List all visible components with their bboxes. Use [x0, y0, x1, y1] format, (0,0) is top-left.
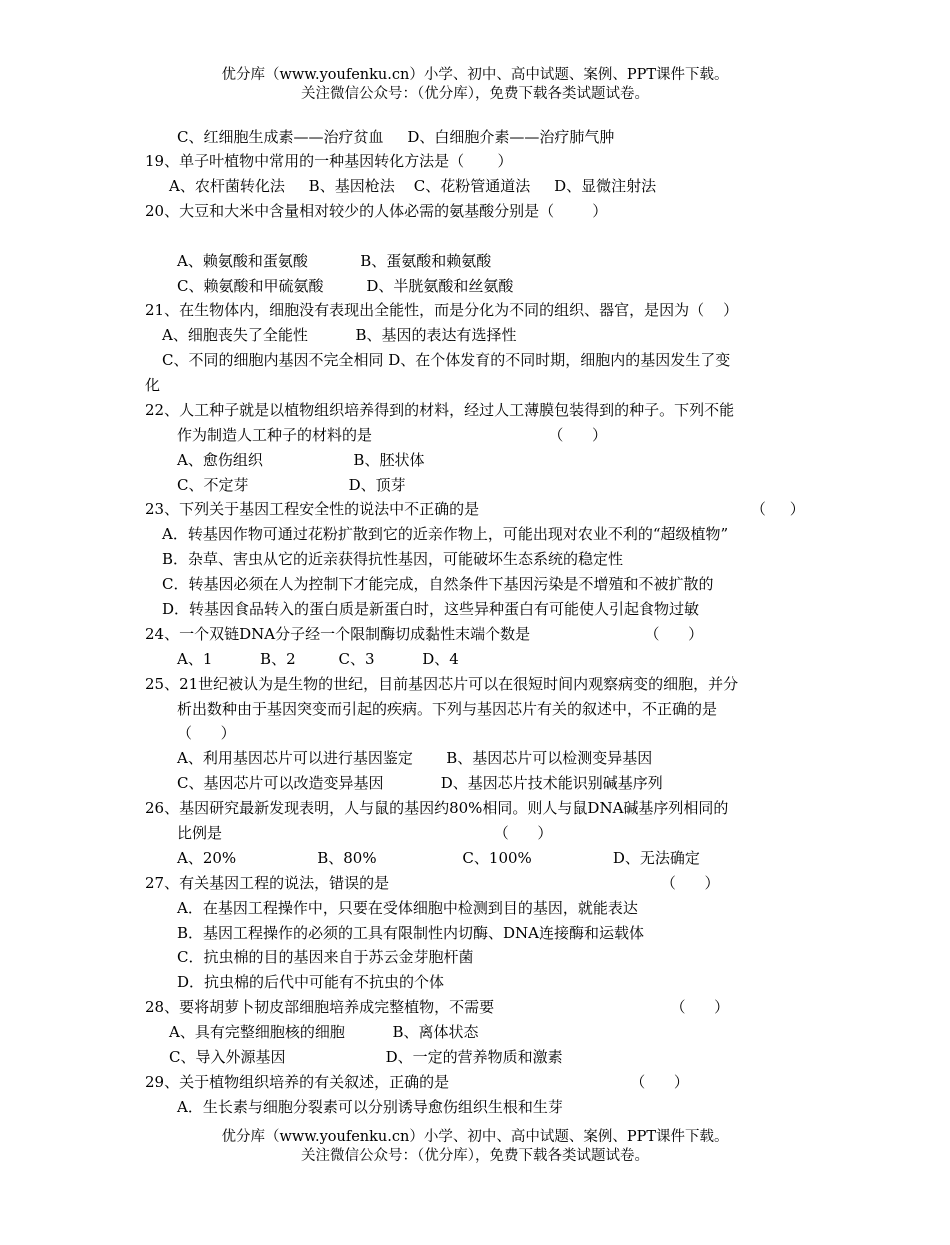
- q29-option-a: A．生长素与细胞分裂素可以分别诱导愈伤组织生根和生芽: [177, 1098, 563, 1116]
- q25-stem-continued: 析出数种由于基因突变而引起的疾病。下列与基因芯片有关的叙述中，不正确的是: [177, 700, 718, 718]
- q23-option-b: B．杂草、害虫从它的近亲获得抗性基因，可能破坏生态系统的稳定性: [162, 550, 624, 568]
- q23-option-a: A．转基因作物可通过花粉扩散到它的近亲作物上，可能出现对农业不利的“超级植物”: [162, 525, 729, 543]
- q22-options-ab: A、愈伤组织 B、胚状体: [177, 451, 425, 469]
- q26-stem: 26、基因研究最新发现表明，人与鼠的基因约80%相同。则人与鼠DNA碱基序列相同的: [145, 799, 729, 817]
- page-header: [0, 66, 950, 104]
- q24-options: A、1 B、2 C、3 D、4: [177, 650, 459, 668]
- q25-stem: 25、21世纪被认为是生物的世纪，目前基因芯片可以在很短时间内观察病变的细胞，并分: [145, 675, 739, 693]
- q21-options-cd-wrap: 化: [145, 376, 161, 394]
- q22-stem-continued: 作为制造人工种子的材料的是 （ ）: [177, 426, 608, 444]
- q22-options-cd: C、不定芽 D、顶芽: [177, 476, 406, 494]
- q26-options: A、20% B、80% C、100% D、无法确定: [177, 849, 700, 867]
- footer-line-1: 优分库（www.youfenku.cn）小学、初中、高中试题、案例、PPT课件下载。: [221, 1129, 729, 1145]
- q23-option-c: C．转基因必须在人为控制下才能完成，自然条件下基因污染是不增殖和不被扩散的: [162, 575, 714, 593]
- header-line-1: 优分库（www.youfenku.cn）小学、初中、高中试题、案例、PPT课件下载。: [221, 67, 729, 83]
- q21-options-cd: C、不同的细胞内基因不完全相同 D、在个体发育的不同时期，细胞内的基因发生了变: [162, 351, 731, 369]
- q20-options-ab: A、赖氨酸和蛋氨酸 B、蛋氨酸和赖氨酸: [177, 252, 492, 270]
- q27-stem: 27、有关基因工程的说法，错误的是 （ ）: [145, 874, 720, 892]
- q27-option-c: C．抗虫棉的目的基因来自于苏云金芽胞杆菌: [177, 948, 474, 966]
- q23-stem: 23、下列关于基因工程安全性的说法中不正确的是 （ ）: [145, 500, 805, 518]
- q24-stem: 24、一个双链DNA分子经一个限制酶切成黏性末端个数是 （ ）: [145, 625, 704, 643]
- q27-option-a: A．在基因工程操作中，只要在受体细胞中检测到目的基因，就能表达: [177, 899, 638, 917]
- q20-stem: 20、大豆和大米中含量相对较少的人体必需的氨基酸分别是（ ）: [145, 202, 608, 220]
- q28-stem: 28、要将胡萝卜韧皮部细胞培养成完整植物，不需要 （ ）: [145, 998, 730, 1016]
- q28-options-cd: C、导入外源基因 D、一定的营养物质和激素: [169, 1048, 563, 1066]
- q21-stem: 21、在生物体内，细胞没有表现出全能性，而是分化为不同的组织、器官，是因为（ ）: [145, 301, 739, 319]
- page-footer: [0, 1128, 950, 1166]
- q26-stem-continued: 比例是 （ ）: [177, 824, 553, 842]
- q29-stem: 29、关于植物组织培养的有关叙述，正确的是 （ ）: [145, 1073, 689, 1091]
- q22-stem: 22、人工种子就是以植物组织培养得到的材料，经过人工薄膜包装得到的种子。下列不能: [145, 401, 735, 419]
- q27-option-d: D．抗虫棉的后代中可能有不抗虫的个体: [177, 973, 445, 991]
- q27-option-b: B．基因工程操作的必须的工具有限制性内切酶、DNA连接酶和运载体: [177, 924, 645, 942]
- q25-options-cd: C、基因芯片可以改造变异基因 D、基因芯片技术能识别碱基序列: [177, 774, 663, 792]
- header-line-2: 关注微信公众号：（优分库），免费下载各类试题试卷。: [301, 86, 649, 102]
- q25-answer-blank: （ ）: [177, 724, 236, 742]
- q19-options: A、农杆菌转化法 B、基因枪法 C、花粉管通道法 D、显微注射法: [169, 177, 657, 195]
- q21-options-ab: A、细胞丧失了全能性 B、基因的表达有选择性: [162, 326, 517, 344]
- footer-line-2: 关注微信公众号：（优分库），免费下载各类试题试卷。: [301, 1148, 649, 1164]
- q25-options-ab: A、利用基因芯片可以进行基因鉴定 B、基因芯片可以检测变异基因: [177, 749, 653, 767]
- q19-stem: 19、单子叶植物中常用的一种基因转化方法是（ ）: [145, 152, 513, 170]
- q18-option-cd: C、红细胞生成素——治疗贫血 D、白细胞介素——治疗肺气肿: [177, 128, 615, 146]
- q28-options-ab: A、具有完整细胞核的细胞 B、离体状态: [169, 1023, 479, 1041]
- q23-option-d: D．转基因食品转入的蛋白质是新蛋白时，这些异种蛋白有可能使人引起食物过敏: [162, 600, 700, 618]
- q20-options-cd: C、赖氨酸和甲硫氨酸 D、半胱氨酸和丝氨酸: [177, 277, 514, 295]
